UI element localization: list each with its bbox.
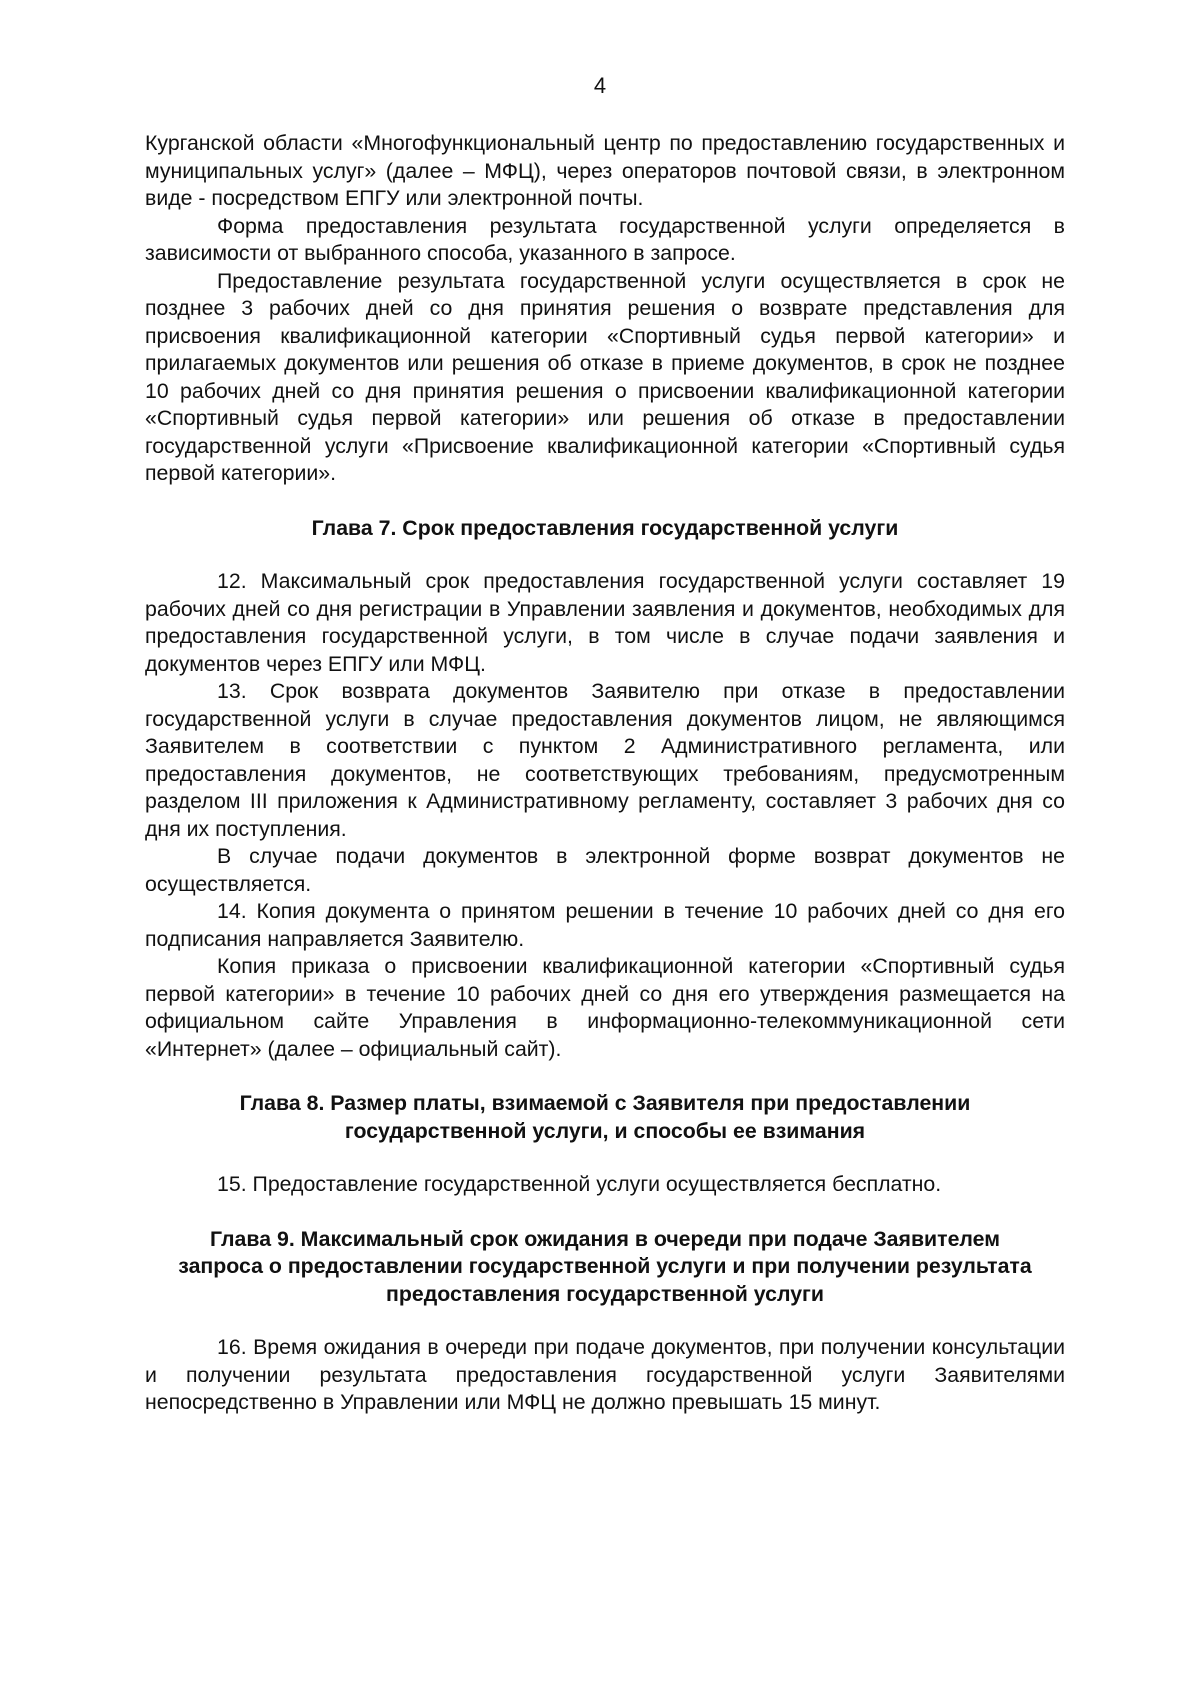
paragraph-12: 12. Максимальный срок предоставления государственной услуги составляет 19 рабочих дней со дня регистрации в Управлении заявления и документов, необходимых для предоставления государственной услуги, в том числе в случае подачи заявления и документов через ЕПГУ или МФЦ.: [145, 569, 1065, 676]
document-body: [145, 130, 1065, 1417]
paragraph-13-electronic: В случае подачи документов в электронной форме возврат документов не осуществляется.: [145, 844, 1065, 896]
chapter-9-heading-line-1: Глава 9. Максимальный срок ожидания в очереди при подаче Заявителем: [210, 1226, 1000, 1251]
chapter-9-heading-line-2: запроса о предоставлении государственной услуги и при получении результата: [178, 1254, 1032, 1278]
chapter-8-heading-line-1: Глава 8. Размер платы, взимаемой с Заявителя при предоставлении: [239, 1091, 971, 1115]
paragraph-intro-continuation: Курганской области «Многофункциональный центр по предоставлению государственных и муниципальных услуг» (далее – МФЦ), через операторов почтовой связи, в электронном виде - посредством ЕПГУ или электронной почты.: [145, 131, 1065, 210]
paragraph-result-deadline: Предоставление результата государственной услуги осуществляется в срок не позднее 3 рабочих дней со дня принятия решения о возврате представления для присвоения квалификационной категории «Спортивный судья первой категории» и прилагаемых документов или решения об отказе в приеме документов, в срок не позднее 10 рабочих дней со дня принятия решения о присвоении квалификационной категории «Спортивный судья первой категории» или решения об отказе в предоставлении государственной услуги «Присвоение квалификационной категории «Спортивный судья первой категории».: [145, 268, 1065, 485]
page-number: 4: [593, 73, 607, 98]
paragraph-16: 16. Время ожидания в очереди при подаче документов, при получении консультации и получении результата предоставления государственной услуги Заявителями непосредственно в Управлении или МФЦ не должно превышать 15 минут.: [145, 1335, 1065, 1414]
chapter-8-heading: [145, 1090, 1065, 1145]
paragraph-13: 13. Срок возврата документов Заявителю при отказе в предоставлении государственной услуги в случае предоставления документов лицом, не являющимся Заявителем в соответствии с пунктом 2 Административного регламента, или предоставления документов, не соответствующих требованиям, предусмотренным разделом III приложения к Административному регламенту, составляет 3 рабочих дня со дня их поступления.: [145, 679, 1065, 841]
chapter-9-heading: [145, 1226, 1065, 1309]
chapter-8-heading-line-2: государственной услуги, и способы ее взимания: [344, 1118, 866, 1143]
paragraph-14-order-copy: Копия приказа о присвоении квалификационной категории «Спортивный судья первой категории» в течение 10 рабочих дней со дня его утверждения размещается на официальном сайте Управления в информационно-телекоммуникационной сети «Интернет» (далее – официальный сайт).: [145, 954, 1065, 1061]
paragraph-14: 14. Копия документа о принятом решении в течение 10 рабочих дней со дня его подписания направляется Заявителю.: [145, 899, 1065, 951]
chapter-9-heading-line-3: предоставления государственной услуги: [385, 1281, 825, 1306]
chapter-7-heading: Глава 7. Срок предоставления государственной услуги: [311, 515, 899, 540]
paragraph-15: 15. Предоставление государственной услуги осуществляется бесплатно.: [217, 1172, 942, 1196]
paragraph-result-form: Форма предоставления результата государственной услуги определяется в зависимости от выбранного способа, указанного в запросе.: [145, 213, 1065, 265]
